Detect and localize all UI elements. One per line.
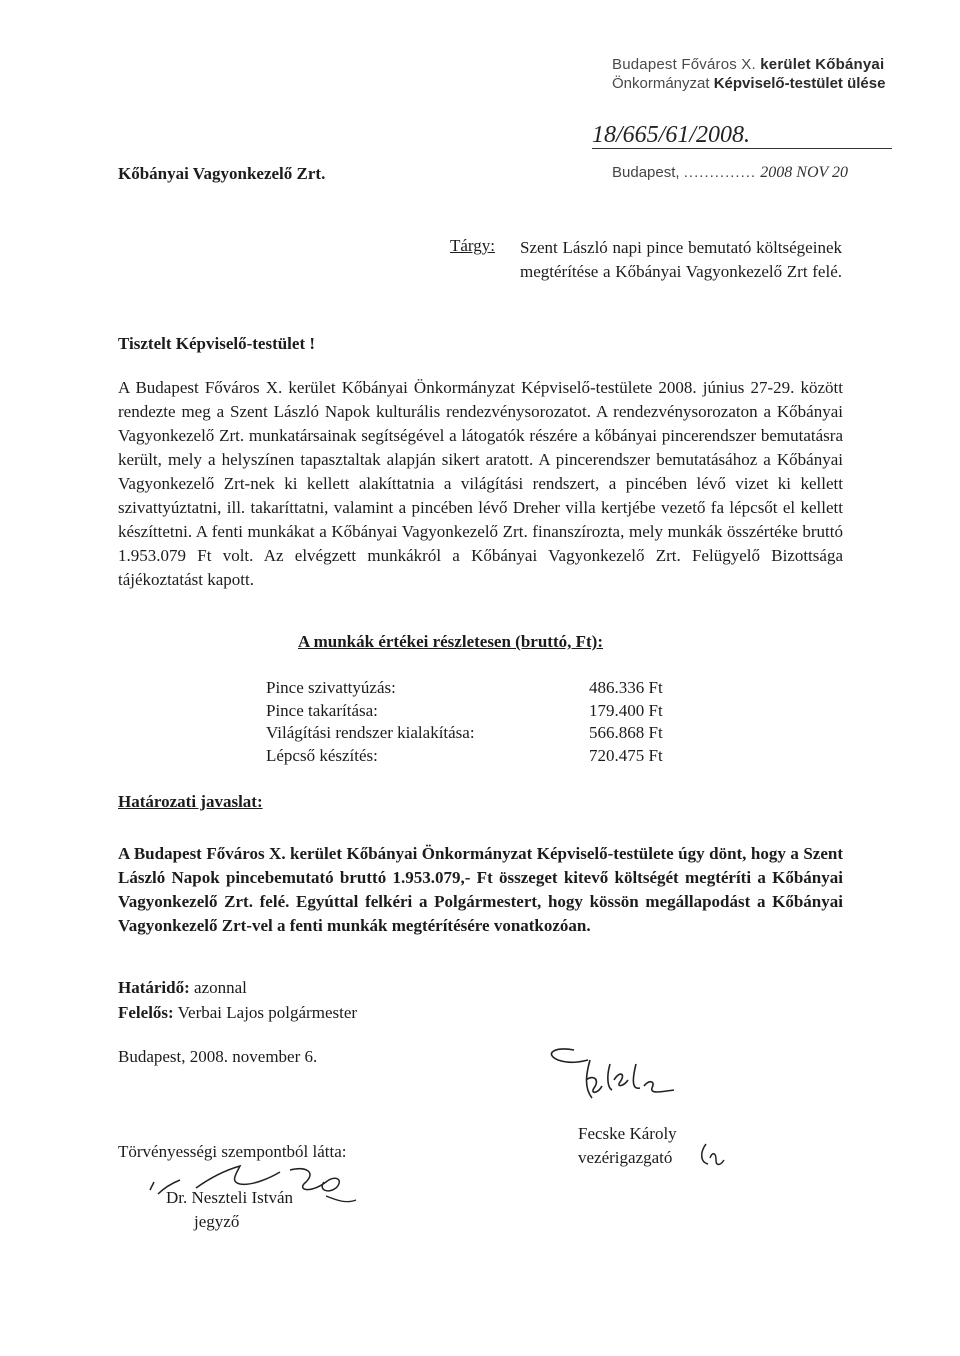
- table-row: [266, 745, 663, 768]
- date-stamp-dots: ..............: [683, 164, 757, 181]
- subject-label: Tárgy:: [450, 236, 496, 255]
- place-date: Budapest, 2008. november 6.: [118, 1047, 318, 1066]
- initials-mark: [698, 1138, 728, 1168]
- deadline-label: Határidő:: [118, 978, 190, 997]
- date-stamp: [612, 164, 848, 182]
- date-stamp-value: 2008 NOV 20: [760, 164, 848, 181]
- cost-label: Pince szivattyúzás:: [266, 678, 396, 697]
- resolution-heading: Határozati javaslat:: [118, 792, 263, 811]
- table-row: [266, 722, 663, 745]
- date-stamp-prefix: Budapest,: [612, 164, 680, 181]
- signer-name: Fecske Károly: [578, 1124, 677, 1143]
- council-session-stamp: [612, 56, 912, 92]
- stamp-line2-prefix: Önkormányzat: [612, 75, 710, 92]
- cost-label: Lépcső készítés:: [266, 745, 378, 765]
- director-signature: [540, 1040, 680, 1110]
- sender-company: Kőbányai Vagyonkezelő Zrt.: [118, 164, 326, 183]
- responsible-label: Felelős:: [118, 1003, 174, 1022]
- resolution-text: A Budapest Főváros X. kerület Kőbányai Önkormányzat Képviselő-testülete úgy dönt, hogy a Szent László Napok pincebemutató bruttó 1.953.079,- Ft összeget kitevő költségét megtéríti a Kőbányai Vagyonkezelő Zrt. felé. Egyúttal felkéri a Polgármestert, hogy kössön megállapodást a Kőbányai Vagyonkezelő Zrt-vel a fenti munkák megtérítésére vonatkozóan.: [118, 844, 843, 935]
- responsible: [118, 1001, 357, 1025]
- notary-role: jegyző: [194, 1212, 240, 1231]
- cost-value: 179.400 Ft: [589, 700, 663, 720]
- stamp-line1-bold: kerület Kőbányai: [760, 56, 885, 73]
- subject-text: Szent László napi pince bemutató költségeinek megtérítése a Kőbányai Vagyonkezelő Zrt felé.: [520, 238, 842, 281]
- legal-check-label: Törvényességi szempontból látta:: [118, 1142, 347, 1161]
- cost-table: [266, 677, 663, 767]
- body-paragraph: A Budapest Főváros X. kerület Kőbányai Önkormányzat Képviselő-testülete 2008. június 27-29. között rendezte meg a Szent László Napok kulturális rendezvénysorozatot. A rendezvénysorozaton a Kőbányai Vagyonkezelő Zrt. munkatársainak segítségével a látogatók részére a kőbányai pincerendszer bemutatásra került, mely a helyszínen tapasztaltak alapján sikert aratott. A pincerendszer bemutatásához a Kőbányai Vagyonkezelő Zrt-nek ki kellett alakíttatnia a világítási rendszert, a pincében lévő vizet ki kellett szivattyúztatni, ill. takaríttatni, valamint a pincében lévő Dreher villa kertjébe vezető fa lépcsőt el kellett készíttetni. A fenti munkákat a Kőbányai Vagyonkezelő Zrt. finanszírozta, mely munkák összértéke bruttó 1.953.079 Ft volt. Az elvégzett munkákról a Kőbányai Vagyonkezelő Zrt. Felügyelő Bizottsága tájékoztatást kapott.: [118, 378, 843, 589]
- deadline: [118, 976, 247, 1000]
- table-row: [266, 700, 663, 723]
- registration-underline: [592, 148, 892, 150]
- cost-label: Pince takarítása:: [266, 700, 378, 720]
- notary-name: Dr. Neszteli István: [166, 1188, 293, 1207]
- cost-value: 720.475 Ft: [589, 745, 663, 765]
- signer-role: vezérigazgató: [578, 1148, 673, 1167]
- cost-label: Világítási rendszer kialakítása:: [266, 723, 475, 742]
- registration-number: 18/665/61/2008.: [592, 122, 751, 148]
- salutation: Tisztelt Képviselő-testület !: [118, 334, 316, 353]
- stamp-line1-prefix: Budapest Főváros X.: [612, 56, 756, 73]
- cost-value: 486.336 Ft: [589, 678, 663, 697]
- stamp-line2-bold: Képviselő-testület ülése: [713, 75, 886, 92]
- responsible-value: Verbai Lajos polgármester: [177, 1003, 358, 1022]
- deadline-value: azonnal: [194, 978, 247, 997]
- cost-table-title: A munkák értékei részletesen (bruttó, Ft):: [298, 632, 603, 651]
- table-row: [266, 677, 663, 700]
- cost-value: 566.868 Ft: [589, 723, 663, 742]
